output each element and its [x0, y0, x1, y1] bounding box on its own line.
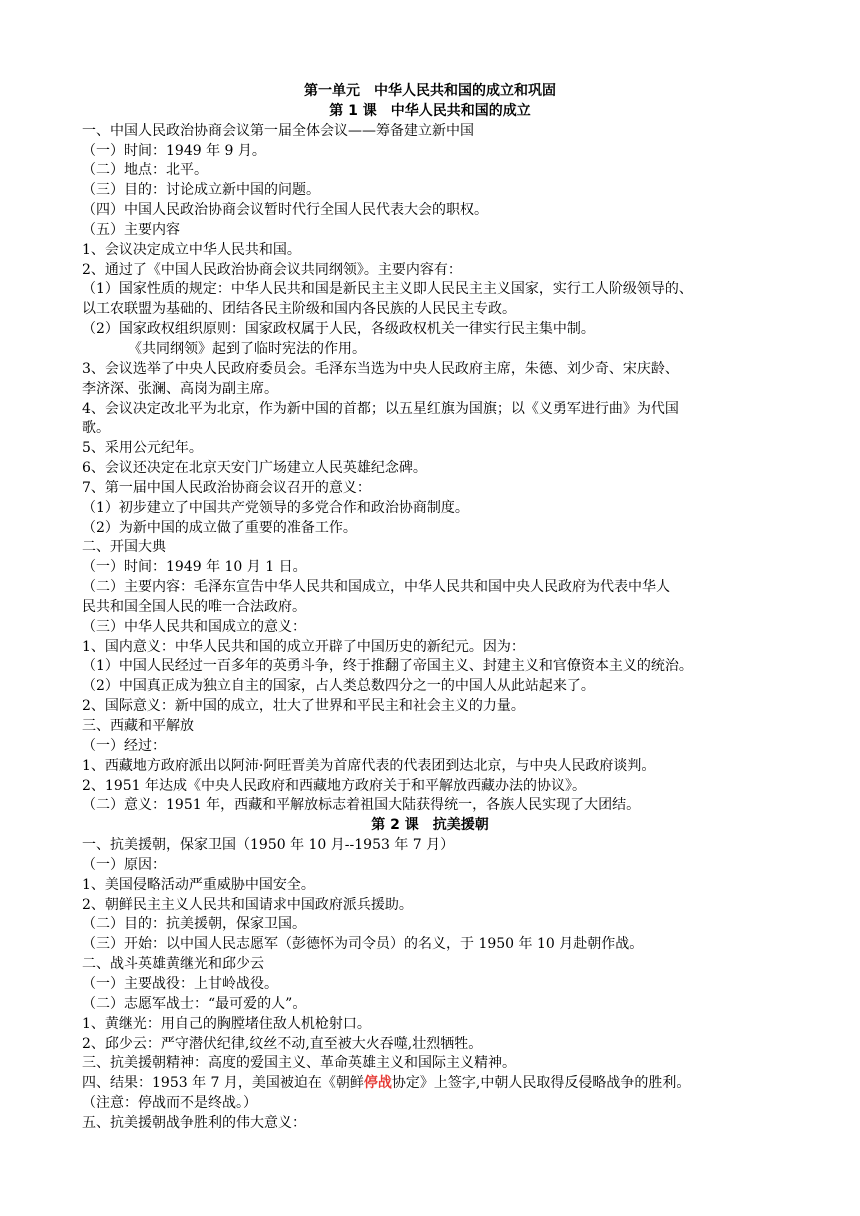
text-line: （二）主要内容：毛泽东宣告中华人民共和国成立，中华人民共和国中央人民政府为代表中华人 — [82, 579, 670, 596]
text-line: 以工农联盟为基础的、团结各民主阶级和国内各民族的人民民主专政。 — [82, 301, 516, 318]
text-line: 1、美国侵略活动严重威胁中国安全。 — [82, 876, 315, 893]
text-line: （三）中华人民共和国成立的意义： — [82, 618, 306, 635]
text-line: （四）中国人民政治协商会议暂时代行全国人民代表大会的职权。 — [82, 202, 488, 219]
text-line: 民共和国全国人民的唯一合法政府。 — [82, 598, 306, 615]
text-line: （注意：停战而不是终战。） — [82, 1095, 257, 1112]
text-line: （一）原因： — [82, 856, 166, 873]
text-line: （一）经过： — [82, 737, 166, 754]
text-line: 二、开国大典 — [82, 539, 166, 556]
text-line: 2、朝鲜民主主义人民共和国请求中国政府派兵援助。 — [82, 896, 413, 913]
text-line — [0, 1074, 860, 1094]
text-line: （二）目的：抗美援朝，保家卫国。 — [82, 916, 306, 933]
text-line: 2、国际意义：新中国的成立，壮大了世界和平民主和社会主义的力量。 — [82, 698, 525, 715]
lesson-title: 第 2 课 抗美援朝 — [371, 817, 489, 834]
text-line: 4、会议决定改北平为北京，作为新中国的首都；以五星红旗为国旗；以《义勇军进行曲》为代国 — [82, 400, 679, 417]
text-line: 1、西藏地方政府派出以阿沛·阿旺晋美为首席代表的代表团到达北京，与中央人民政府谈判。 — [82, 757, 656, 774]
text-line: 5、采用公元纪年。 — [82, 440, 203, 457]
text-line: （2）国家政权组织原则：国家政权属于人民，各级政权机关一律实行民主集中制。 — [82, 321, 595, 338]
text-line: （二）地点：北平。 — [82, 162, 208, 179]
text-line: 1、黄继光：用自己的胸膛堵住敌人机枪射口。 — [82, 1015, 371, 1032]
text-line: 李济深、张澜、高岗为副主席。 — [82, 380, 278, 397]
text-line: 2、1951 年达成《中央人民政府和西藏地方政府关于和平解放西藏办法的协议》。 — [82, 777, 586, 794]
text-line: 二、战斗英雄黄继光和邱少云 — [82, 956, 264, 973]
text-line: 7、第一届中国人民政治协商会议召开的意义： — [82, 479, 371, 496]
text-line: 2、邱少云：严守潜伏纪律,纹丝不动,直至被大火吞噬,壮烈牺牲。 — [82, 1035, 483, 1052]
text-line: （一）时间：1949 年 9 月。 — [82, 142, 266, 159]
text-segment: 四、结果：1953 年 7 月，美国被迫在《朝鲜 — [82, 1075, 364, 1092]
text-line: （1）中国人民经过一百多年的英勇斗争，终于推翻了帝国主义、封建主义和官僚资本主义的统治。 — [82, 658, 693, 675]
text-line: 一、抗美援朝，保家卫国（1950 年 10 月--1953 年 7 月） — [82, 837, 455, 854]
unit-title: 第一单元 中华人民共和国的成立和巩固 — [304, 83, 556, 99]
document-page — [0, 82, 860, 1134]
text-line: （二）意义：1951 年，西藏和平解放标志着祖国大陆获得统一，各族人民实现了大团结。 — [82, 797, 641, 814]
text-line: 五、抗美援朝战争胜利的伟大意义： — [82, 1114, 306, 1131]
text-line: 三、抗美援朝精神：高度的爱国主义、革命英雄主义和国际主义精神。 — [82, 1055, 516, 1072]
text-line: （五）主要内容 — [82, 221, 180, 238]
text-line: 2、通过了《中国人民政治协商会议共同纲领》。主要内容有： — [82, 261, 462, 278]
text-line: 1、国内意义：中华人民共和国的成立开辟了中国历史的新纪元。因为： — [82, 638, 525, 655]
text-line: （一）时间：1949 年 10 月 1 日。 — [82, 559, 307, 576]
text-line: 三、西藏和平解放 — [82, 718, 194, 734]
text-line: （三）开始：以中国人民志愿军（彭德怀为司令员）的名义，于 1950 年 10 月赴朝作战。 — [82, 936, 644, 953]
text-line: 一、中国人民政治协商会议第一届全体会议——筹备建立新中国 — [82, 122, 474, 139]
lesson-title: 第 1 课 中华人民共和国的成立 — [329, 102, 531, 119]
text-segment: 协定》上签字,中朝人民取得反侵略战争的胜利。 — [391, 1075, 691, 1092]
text-line: 6、会议还决定在北京天安门广场建立人民英雄纪念碑。 — [82, 460, 427, 477]
text-line: 3、会议选举了中央人民政府委员会。毛泽东当选为中央人民政府主席，朱德、刘少奇、宋庆龄、 — [82, 360, 679, 377]
highlighted-term: 停战 — [363, 1075, 392, 1092]
text-line: （2）中国真正成为独立自主的国家，占人类总数四分之一的中国人从此站起来了。 — [82, 678, 595, 695]
text-line: （1）国家性质的规定：中华人民共和国是新民主主义即人民民主主义国家，实行工人阶级领导的、 — [82, 281, 693, 298]
text-line: （2）为新中国的成立做了重要的准备工作。 — [82, 519, 357, 536]
text-line: （三）目的：讨论成立新中国的问题。 — [82, 182, 320, 199]
text-line: 《共同纲领》起到了临时宪法的作用。 — [128, 340, 366, 357]
text-line: （1）初步建立了中国共产党领导的多党合作和政治协商制度。 — [82, 499, 469, 516]
text-line: 1、会议决定成立中华人民共和国。 — [82, 241, 301, 258]
text-line: 歌。 — [82, 420, 110, 437]
text-line: （二）志愿军战士：“最可爱的人”。 — [82, 995, 307, 1012]
text-line: （一）主要战役：上甘岭战役。 — [82, 975, 278, 992]
